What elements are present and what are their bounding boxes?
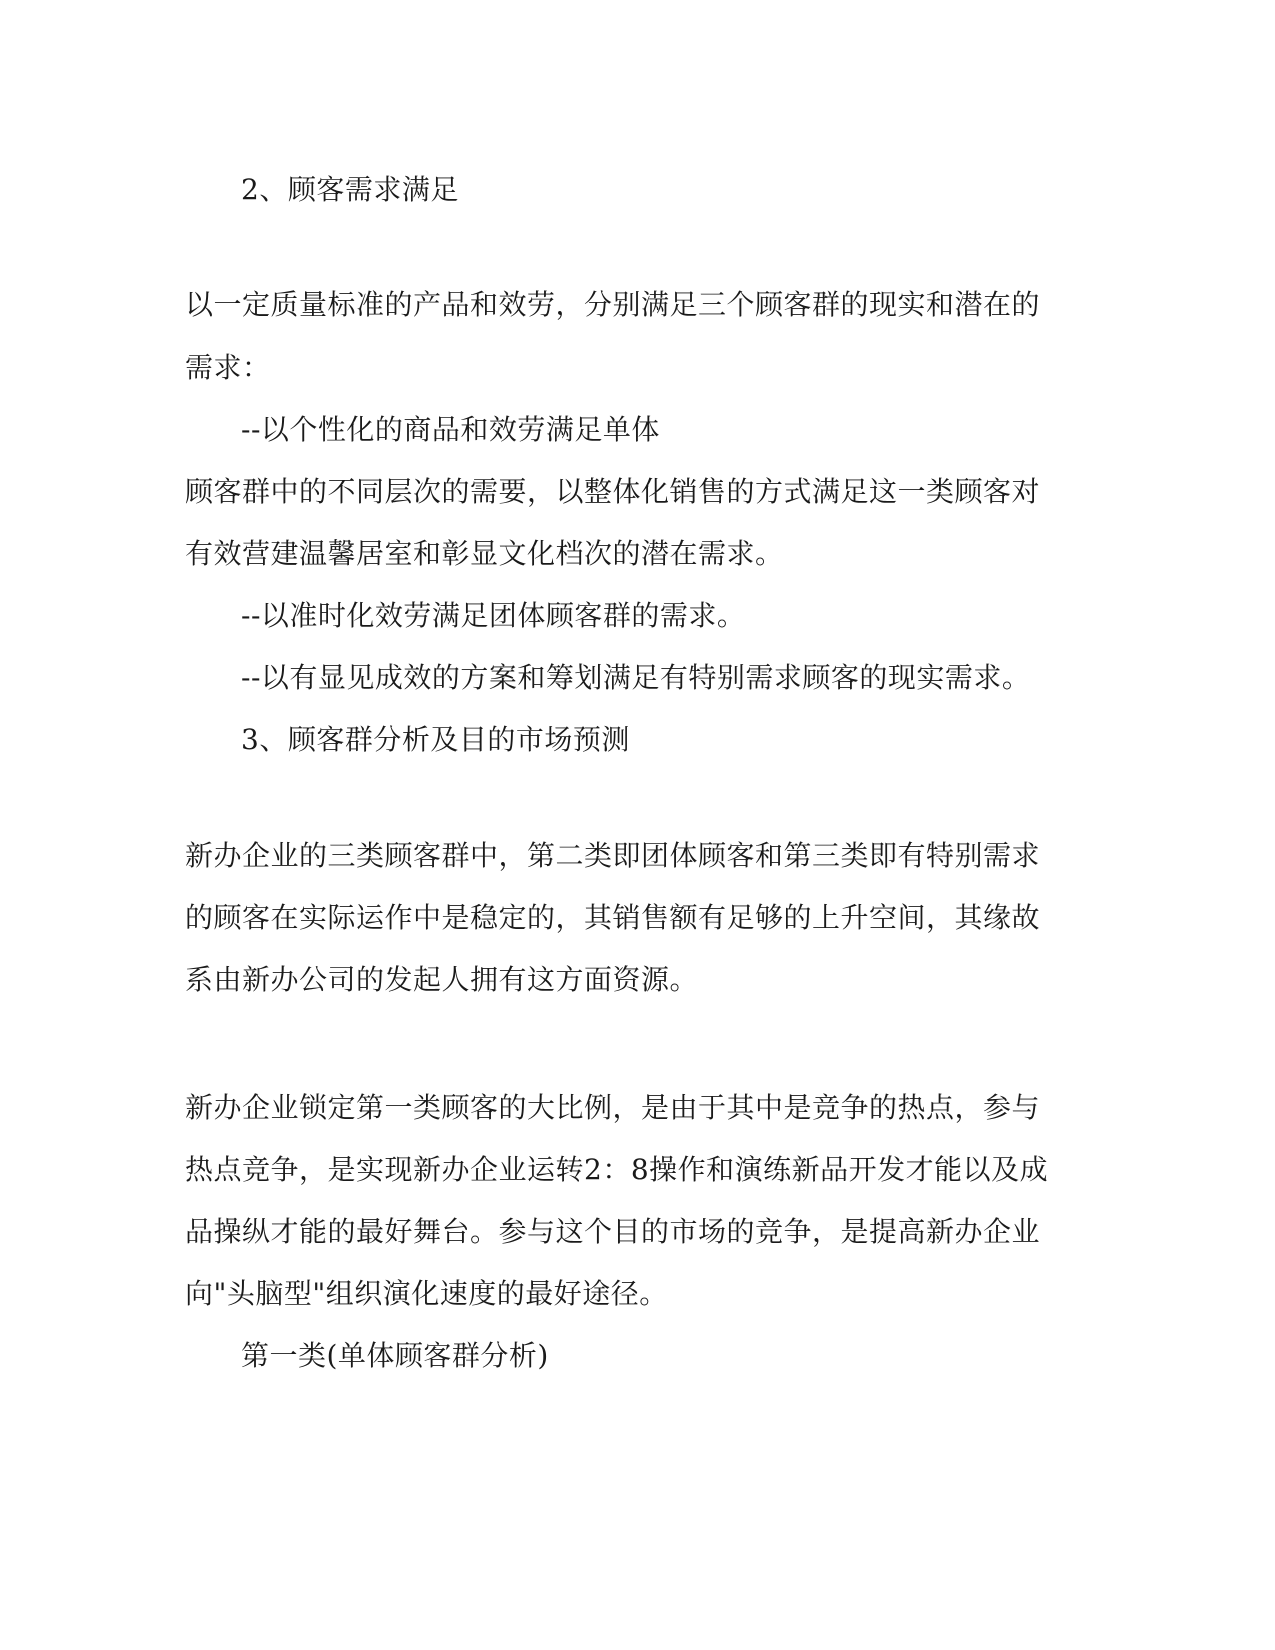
paragraph-line: 新办企业的三类顾客群中，第二类即团体顾客和第三类即有特别需求 — [185, 839, 1041, 872]
bullet-line: --以准时化效劳满足团体顾客群的需求。 — [241, 599, 746, 632]
section-heading-3: 3、顾客群分析及目的市场预测 — [241, 723, 630, 756]
paragraph-line: 新办企业锁定第一类顾客的大比例，是由于其中是竞争的热点，参与 — [185, 1091, 1041, 1124]
subsection-heading: 第一类(单体顾客群分析) — [241, 1339, 549, 1372]
paragraph-line: 以一定质量标准的产品和效劳，分别满足三个顾客群的现实和潜在的 — [185, 288, 1041, 321]
paragraph-line: 热点竞争，是实现新办企业运转2：8操作和演练新品开发才能以及成 — [185, 1153, 1049, 1186]
paragraph-line: 顾客群中的不同层次的需要，以整体化销售的方式满足这一类顾客对 — [185, 475, 1041, 508]
bullet-line: --以有显见成效的方案和筹划满足有特别需求顾客的现实需求。 — [241, 661, 1031, 694]
paragraph-line: 向"头脑型"组织演化速度的最好途径。 — [185, 1277, 668, 1310]
paragraph-line: 有效营建温馨居室和彰显文化档次的潜在需求。 — [185, 537, 784, 570]
bullet-line: --以个性化的商品和效劳满足单体 — [241, 413, 660, 446]
section-heading-2: 2、顾客需求满足 — [241, 173, 459, 206]
paragraph-line: 品操纵才能的最好舞台。参与这个目的市场的竞争，是提高新办企业 — [185, 1215, 1041, 1248]
paragraph-line: 系由新办公司的发起人拥有这方面资源。 — [185, 963, 699, 996]
paragraph-line: 需求： — [185, 351, 271, 384]
paragraph-line: 的顾客在实际运作中是稳定的，其销售额有足够的上升空间，其缘故 — [185, 901, 1041, 934]
